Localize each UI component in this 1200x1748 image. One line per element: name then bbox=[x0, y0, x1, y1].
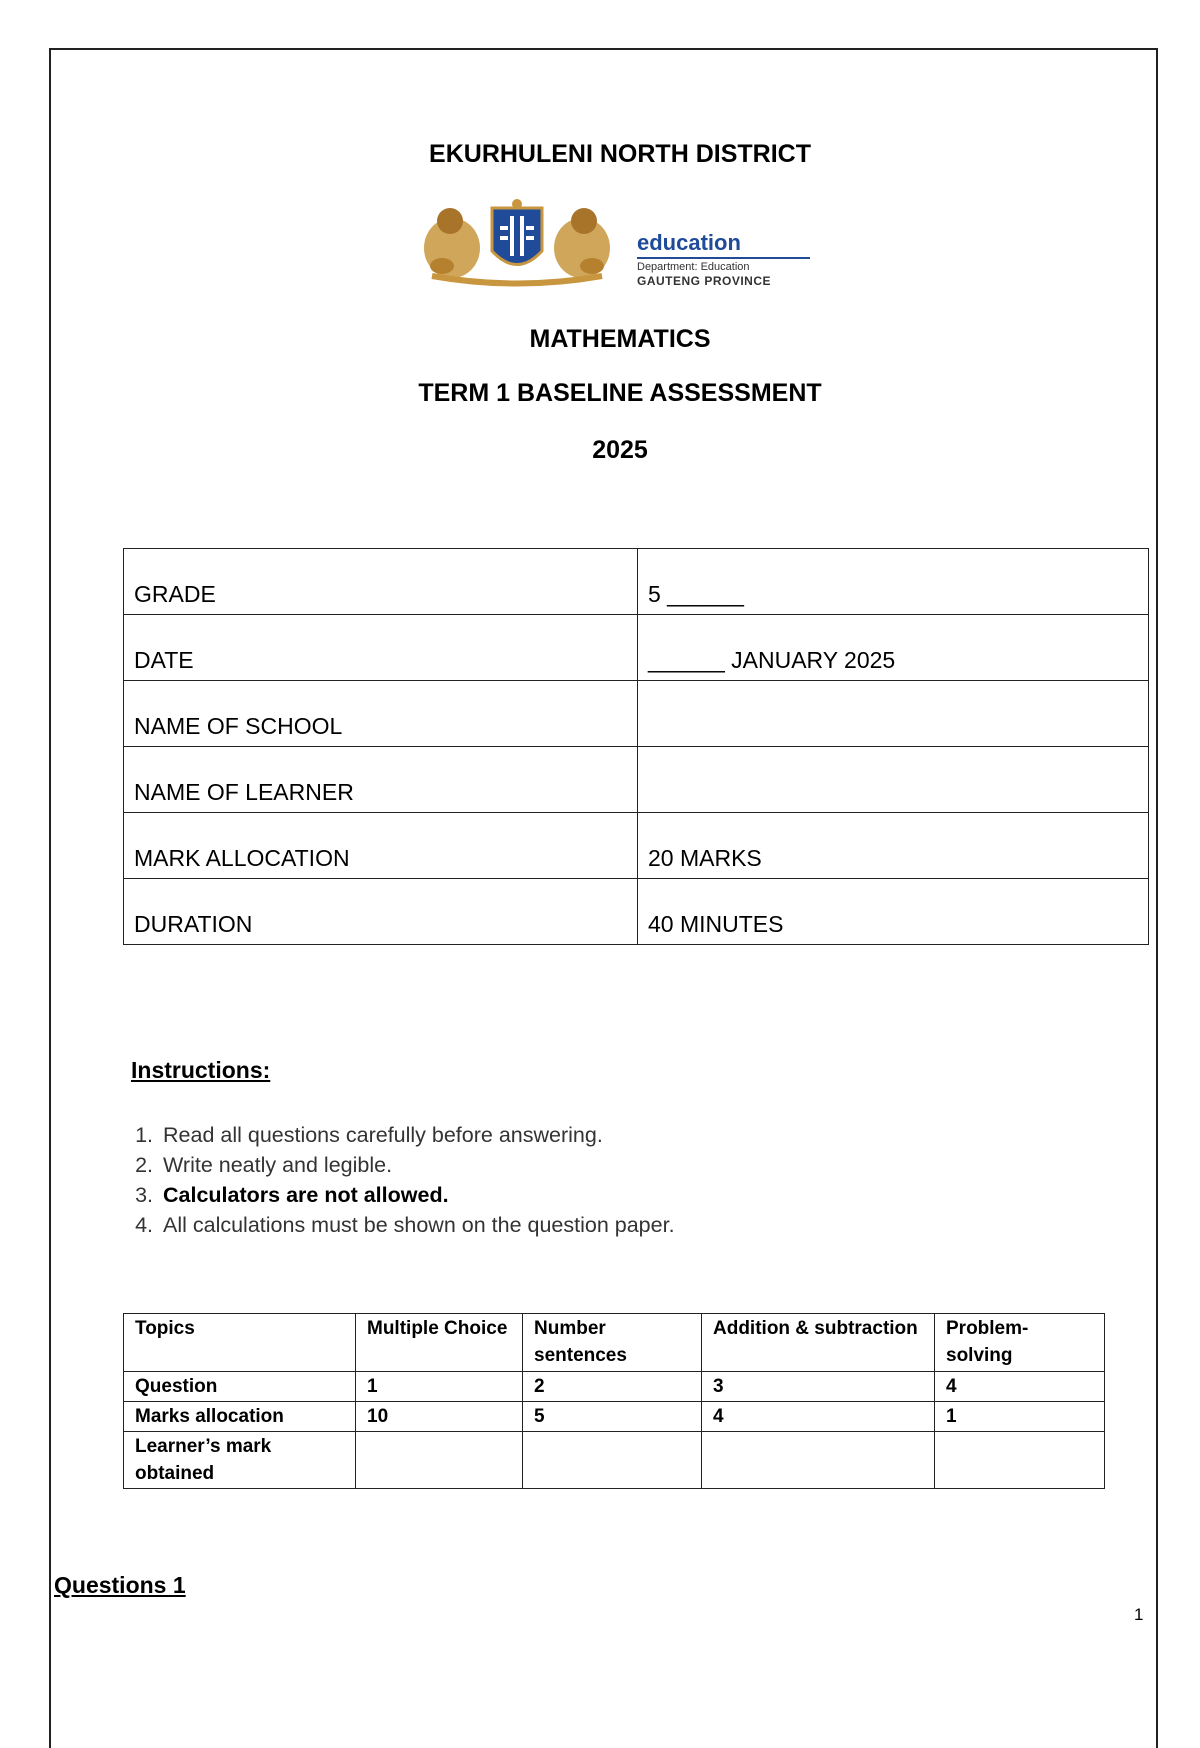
instructions-list bbox=[123, 1120, 1059, 1240]
info-row-school bbox=[124, 681, 1149, 747]
topics-cell[interactable] bbox=[523, 1432, 702, 1489]
logo-education-text: education bbox=[637, 230, 741, 255]
topics-cell: 4 bbox=[702, 1402, 935, 1432]
instructions-heading: Instructions: bbox=[131, 1057, 271, 1083]
logo-underline bbox=[637, 257, 810, 259]
info-row-marks bbox=[124, 813, 1149, 879]
topics-cell: 2 bbox=[523, 1372, 702, 1402]
info-row-date bbox=[124, 615, 1149, 681]
info-label: DURATION bbox=[124, 879, 638, 945]
info-value[interactable]: 5 ______ bbox=[638, 549, 1149, 615]
topics-row-learner-mark bbox=[124, 1432, 1105, 1489]
info-label: NAME OF LEARNER bbox=[124, 747, 638, 813]
info-value: 20 MARKS bbox=[638, 813, 1149, 879]
motto-ribbon bbox=[432, 276, 602, 284]
district-title: EKURHULENI NORTH DISTRICT bbox=[429, 140, 811, 168]
info-label: MARK ALLOCATION bbox=[124, 813, 638, 879]
topics-cell: 5 bbox=[523, 1402, 702, 1432]
topics-cell: Question bbox=[124, 1372, 356, 1402]
topics-header-cell: Problem-solving bbox=[935, 1314, 1105, 1372]
topics-row-marks bbox=[124, 1402, 1105, 1432]
topics-header-cell: Number sentences bbox=[523, 1314, 702, 1372]
instruction-item: 4. All calculations must be shown on the question paper. bbox=[159, 1210, 1059, 1240]
instruction-item: 2. Write neatly and legible. bbox=[159, 1150, 1059, 1180]
topics-row-question bbox=[124, 1372, 1105, 1402]
topics-cell: Marks allocation bbox=[124, 1402, 356, 1432]
topics-cell[interactable] bbox=[935, 1432, 1105, 1489]
info-row-learner bbox=[124, 747, 1149, 813]
info-value[interactable] bbox=[638, 681, 1149, 747]
topics-cell[interactable] bbox=[702, 1432, 935, 1489]
topics-cell: 1 bbox=[935, 1402, 1105, 1432]
info-value[interactable] bbox=[638, 747, 1149, 813]
logo-province-text: GAUTENG PROVINCE bbox=[637, 274, 772, 288]
topics-cell: 10 bbox=[356, 1402, 523, 1432]
topics-header-cell: Addition & subtraction bbox=[702, 1314, 935, 1372]
info-value[interactable]: ______ JANUARY 2025 bbox=[638, 615, 1149, 681]
instruction-item: 1. Read all questions carefully before answering. bbox=[159, 1120, 1059, 1150]
assessment-year: 2025 bbox=[592, 436, 648, 464]
topics-cell: 4 bbox=[935, 1372, 1105, 1402]
subject-title: MATHEMATICS bbox=[529, 325, 711, 353]
questions-heading: Questions 1 bbox=[54, 1572, 186, 1598]
assessment-title: TERM 1 BASELINE ASSESSMENT bbox=[418, 379, 822, 407]
info-label: DATE bbox=[124, 615, 638, 681]
topics-table bbox=[123, 1313, 1105, 1489]
info-value: 40 MINUTES bbox=[638, 879, 1149, 945]
topics-cell: 3 bbox=[702, 1372, 935, 1402]
topics-cell[interactable] bbox=[356, 1432, 523, 1489]
topics-cell: 1 bbox=[356, 1372, 523, 1402]
lion-left-icon bbox=[424, 208, 480, 278]
learner-info-table bbox=[123, 548, 1149, 945]
instruction-item: 3. Calculators are not allowed. bbox=[159, 1180, 1059, 1210]
topics-header-cell: Multiple Choice bbox=[356, 1314, 523, 1372]
page-number: 1 bbox=[1134, 1605, 1144, 1624]
topics-header-cell: Topics bbox=[124, 1314, 356, 1372]
info-row-grade bbox=[124, 549, 1149, 615]
info-label: GRADE bbox=[124, 549, 638, 615]
lion-right-icon bbox=[554, 208, 610, 278]
logo-department-text: Department: Education bbox=[637, 261, 750, 273]
info-label: NAME OF SCHOOL bbox=[124, 681, 638, 747]
shield-icon bbox=[492, 199, 542, 265]
topics-cell: Learner’s mark obtained bbox=[124, 1432, 356, 1489]
info-row-duration bbox=[124, 879, 1149, 945]
topics-header-row bbox=[124, 1314, 1105, 1372]
